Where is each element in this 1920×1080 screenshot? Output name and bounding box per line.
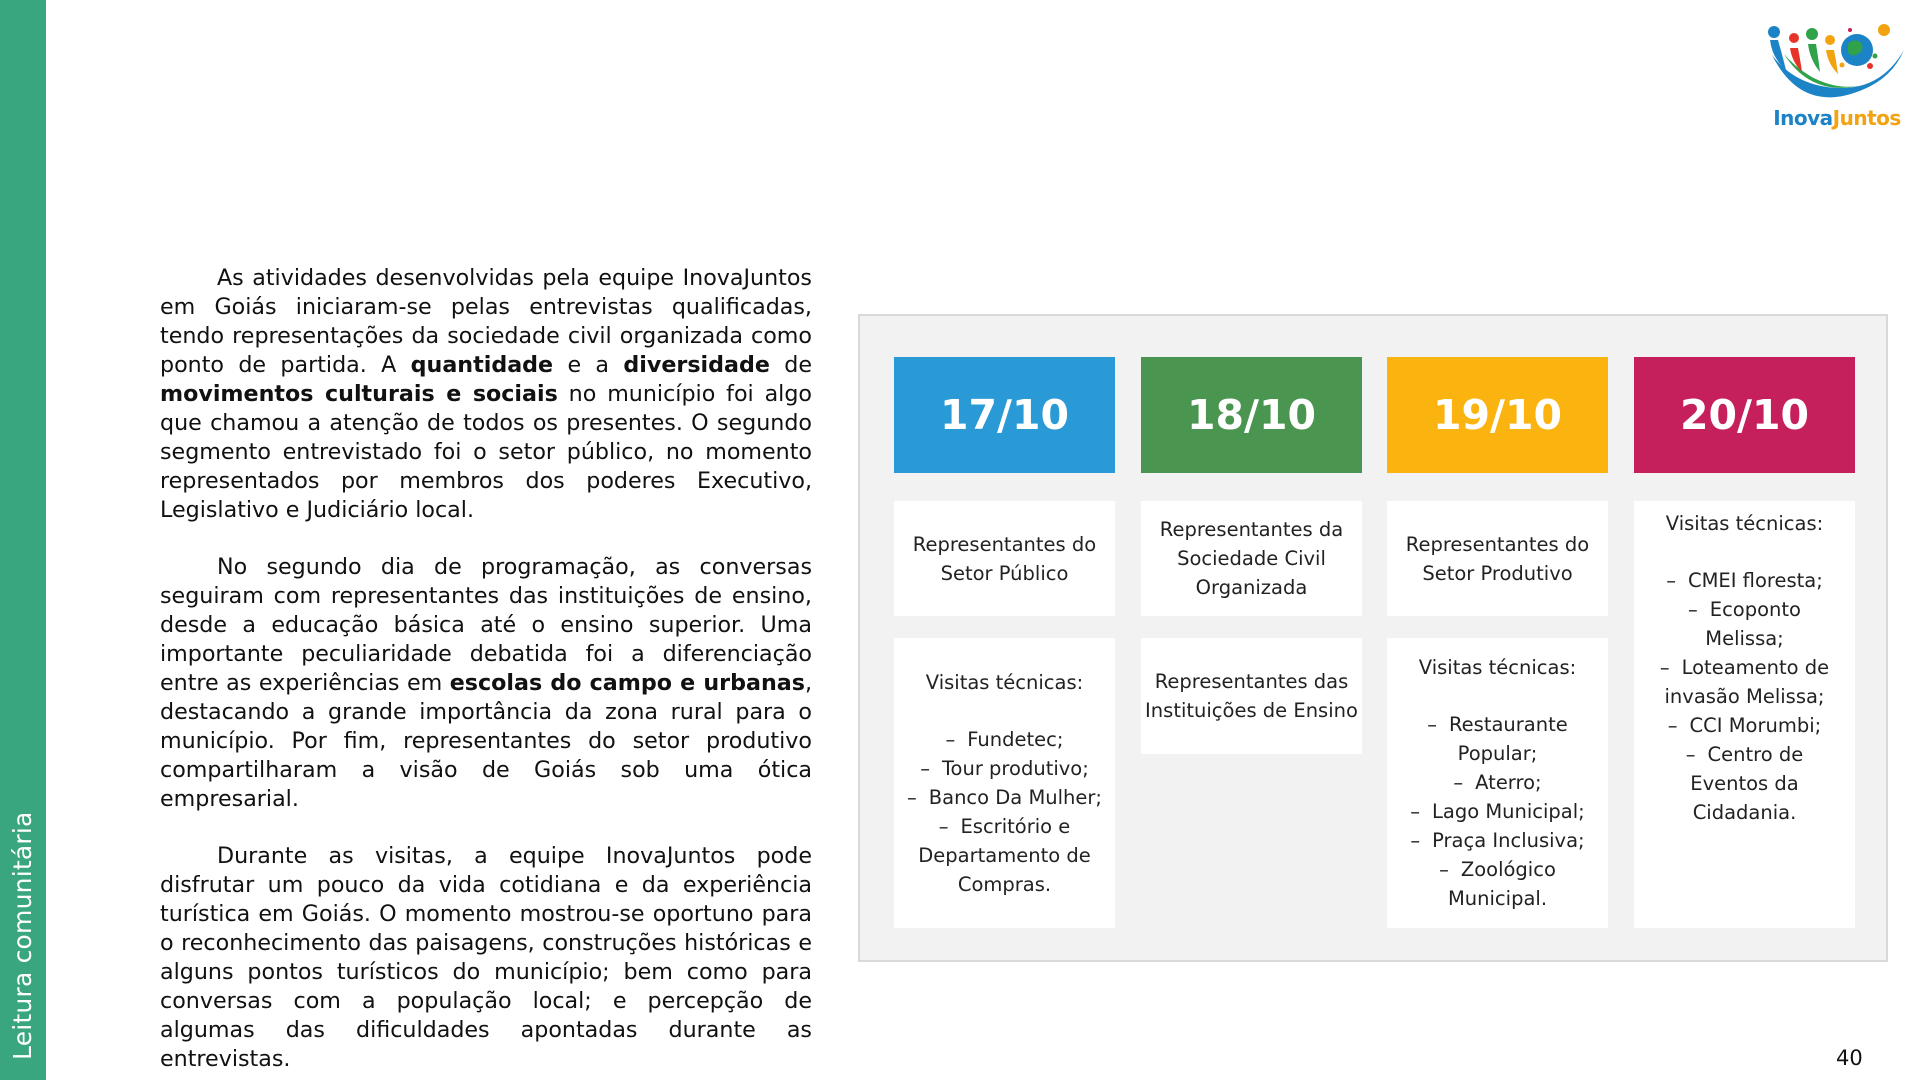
bold-text: escolas do campo e urbanas [449,670,805,696]
sidebar-band [0,0,46,1080]
text-run: de [769,352,812,378]
list-item: – Praça Inclusiva; [1399,826,1596,855]
bold-text: movimentos culturais e sociais [160,381,558,407]
list-item: – Ecoponto Melissa; [1646,595,1843,653]
schedule-card [1141,501,1362,616]
date-box-4: 20/10 [1634,357,1855,473]
card-list [894,725,1115,899]
logo-word-inova: Inova [1773,106,1833,130]
list-item: – Zoológico Municipal. [1399,855,1596,913]
bold-text: diversidade [623,352,770,378]
schedule-card [1141,638,1362,754]
list-item: – Tour produtivo; [906,754,1103,783]
page-number: 40 [1836,1046,1863,1070]
schedule-card [894,501,1115,616]
body-text [160,264,812,1080]
paragraph-3 [160,842,812,1074]
card-title: Visitas técnicas: [1418,656,1577,679]
card-title: Representantes da Sociedade Civil Organizada [1159,518,1344,599]
schedule-card [1634,501,1855,928]
card-list [1387,710,1608,913]
list-item: – Lago Municipal; [1399,797,1596,826]
date-box-3: 19/10 [1387,357,1608,473]
text-run: Durante as visitas, a equipe InovaJuntos pode disfrutar um pouco da vida cotidiana e da experiência turística em Goiás. O momento mostrou-se oportuno para o reconhecimento das paisagens, construções históricas e alguns pontos turísticos do município; bem como para conversas com a população local; e percepção de algumas das dificuldades apontadas durante as entrevistas. [160,843,812,1072]
list-item: – Aterro; [1399,768,1596,797]
date-box-2: 18/10 [1141,357,1362,473]
card-title: Representantes do Setor Público [912,532,1097,585]
inovajuntos-logo [1762,10,1912,135]
schedule-card [1387,501,1608,616]
list-item: – Banco Da Mulher; [906,783,1103,812]
text-run: , destacando a grande importância da zona rural para o município. Por fim, representantes do setor produtivo compartilharam a visão de Goiás sob uma ótica empresarial. [160,670,812,812]
text-run: e a [553,352,624,378]
card-title: Visitas técnicas: [925,670,1084,694]
bold-text: quantidade [410,352,554,378]
paragraph-2 [160,553,812,814]
schedule-card [1387,638,1608,928]
schedule-card [894,638,1115,928]
section-label: Leitura comunitária [8,811,37,1060]
date-box-1: 17/10 [894,357,1115,473]
logo-wordmark [1762,106,1912,130]
list-item: – Restaurante Popular; [1399,710,1596,768]
paragraph-1 [160,264,812,525]
text-run: As atividades desenvolvidas pela equipe InovaJuntos em Goiás iniciaram-se pelas entrevistas qualificadas, tendo representações da sociedade civil organizada como ponto de partida. A [160,265,812,378]
list-item: – CCI Morumbi; [1646,711,1843,740]
card-title: Representantes das Instituições de Ensino [1145,670,1358,722]
list-item: – CMEI floresta; [1646,566,1843,595]
list-item: – Loteamento de invasão Melissa; [1646,653,1843,711]
text-run: No segundo dia de programação, as conversas seguiram com representantes das instituições de ensino, desde a educação básica até o ensino superior. Uma importante peculiaridade debatida foi a diferenciação entre as experiências em [160,554,812,696]
text-run: no município foi algo que chamou a atenção de todos os presentes. O segundo segmento entrevistado foi o setor público, no momento representados por membros dos poderes Executivo, Legislativo e Judiciário local. [160,381,813,523]
list-item: – Centro de Eventos da Cidadania. [1646,740,1843,827]
card-list [1634,566,1855,827]
logo-graphic [1762,10,1912,110]
list-item: – Fundetec; [906,725,1103,754]
list-item: – Escritório e Departamento de Compras. [906,812,1103,899]
card-title: Visitas técnicas: [1665,512,1824,535]
card-title: Representantes do Setor Produtivo [1405,532,1590,585]
logo-word-juntos: Juntos [1832,106,1901,130]
